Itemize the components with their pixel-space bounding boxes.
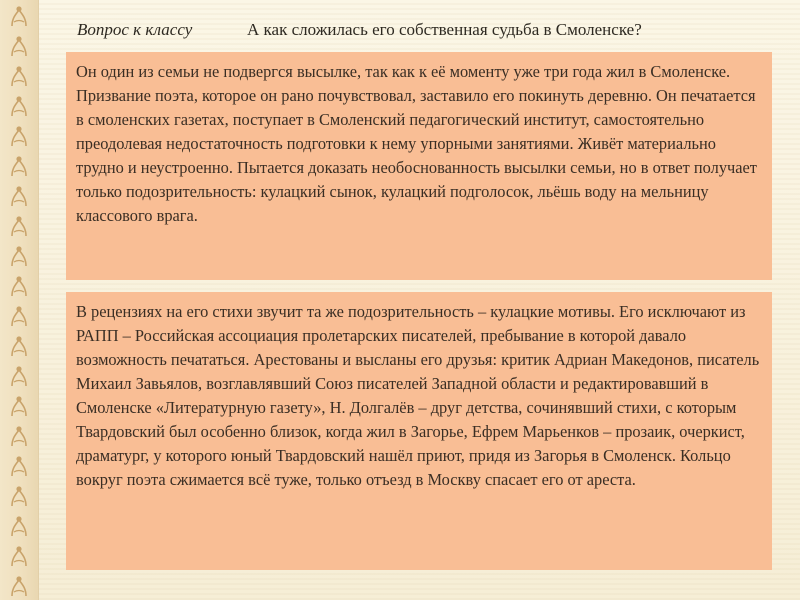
header-label: Вопрос к классу	[77, 20, 193, 39]
floral-ornament-icon	[8, 4, 30, 30]
floral-ornament-icon	[8, 124, 30, 150]
floral-ornament-icon	[8, 64, 30, 90]
text-card-1	[66, 52, 772, 280]
slide-header	[77, 20, 757, 46]
floral-ornament-icon	[8, 454, 30, 480]
card-2-text: В рецензиях на его стихи звучит та же подозрительность – кулацкие мотивы. Его исключают из РАПП – Российская ассоциация пролетарских писателей, пребывание в которой давало возможность печататься. Арестованы и высланы его друзья: критик Адриан Македонов, писатель Михаил Завьялов, возглавлявший Союз писателей Западной области и редактировавший в Смоленске «Литературную газету», Н. Долгалёв – друг детства, сочинявший стихи, с которым Твардовский был особенно близок, когда жил в Загорье, Ефрем Марьенков – прозаик, очеркист, драматург, у которого юный Твардовский нашёл приют, придя из Загорья в Смоленск. Кольцо вокруг поэта сжимается всё туже, только отъезд в Москву спасает его от ареста.	[76, 302, 760, 489]
floral-ornament-icon	[8, 484, 30, 510]
floral-ornament-icon	[8, 424, 30, 450]
floral-ornament-icon	[8, 364, 30, 390]
card-1-text: Он один из семьи не подвергся высылке, так как к её моменту уже три года жил в Смоленске. Призвание поэта, которое он рано почувствовал, заставило его покинуть деревню. Он печатается в смоленских газетах, поступает в Смоленский педагогический институт, самостоятельно преодолевая недостаточность подготовки к нему упорными занятиями. Живёт материально трудно и неустроенно. Пытается доказать необоснованность высылки семьи, но в ответ получает только подозрительность: кулацкий сынок, кулацкий подголосок, льёшь воду на мельницу классового врага.	[76, 62, 757, 225]
floral-ornament-icon	[8, 184, 30, 210]
floral-ornament-icon	[8, 514, 30, 540]
floral-ornament-icon	[8, 544, 30, 570]
header-question: А как сложилась его собственная судьба в Смоленске?	[247, 20, 642, 39]
floral-ornament-icon	[8, 274, 30, 300]
floral-ornament-icon	[8, 214, 30, 240]
decorative-border	[0, 0, 39, 600]
floral-ornament-icon	[8, 574, 30, 600]
floral-ornament-icon	[8, 304, 30, 330]
floral-ornament-icon	[8, 244, 30, 270]
floral-ornament-icon	[8, 94, 30, 120]
text-card-2	[66, 292, 772, 570]
floral-ornament-icon	[8, 394, 30, 420]
floral-ornament-icon	[8, 34, 30, 60]
floral-ornament-icon	[8, 154, 30, 180]
floral-ornament-icon	[8, 334, 30, 360]
